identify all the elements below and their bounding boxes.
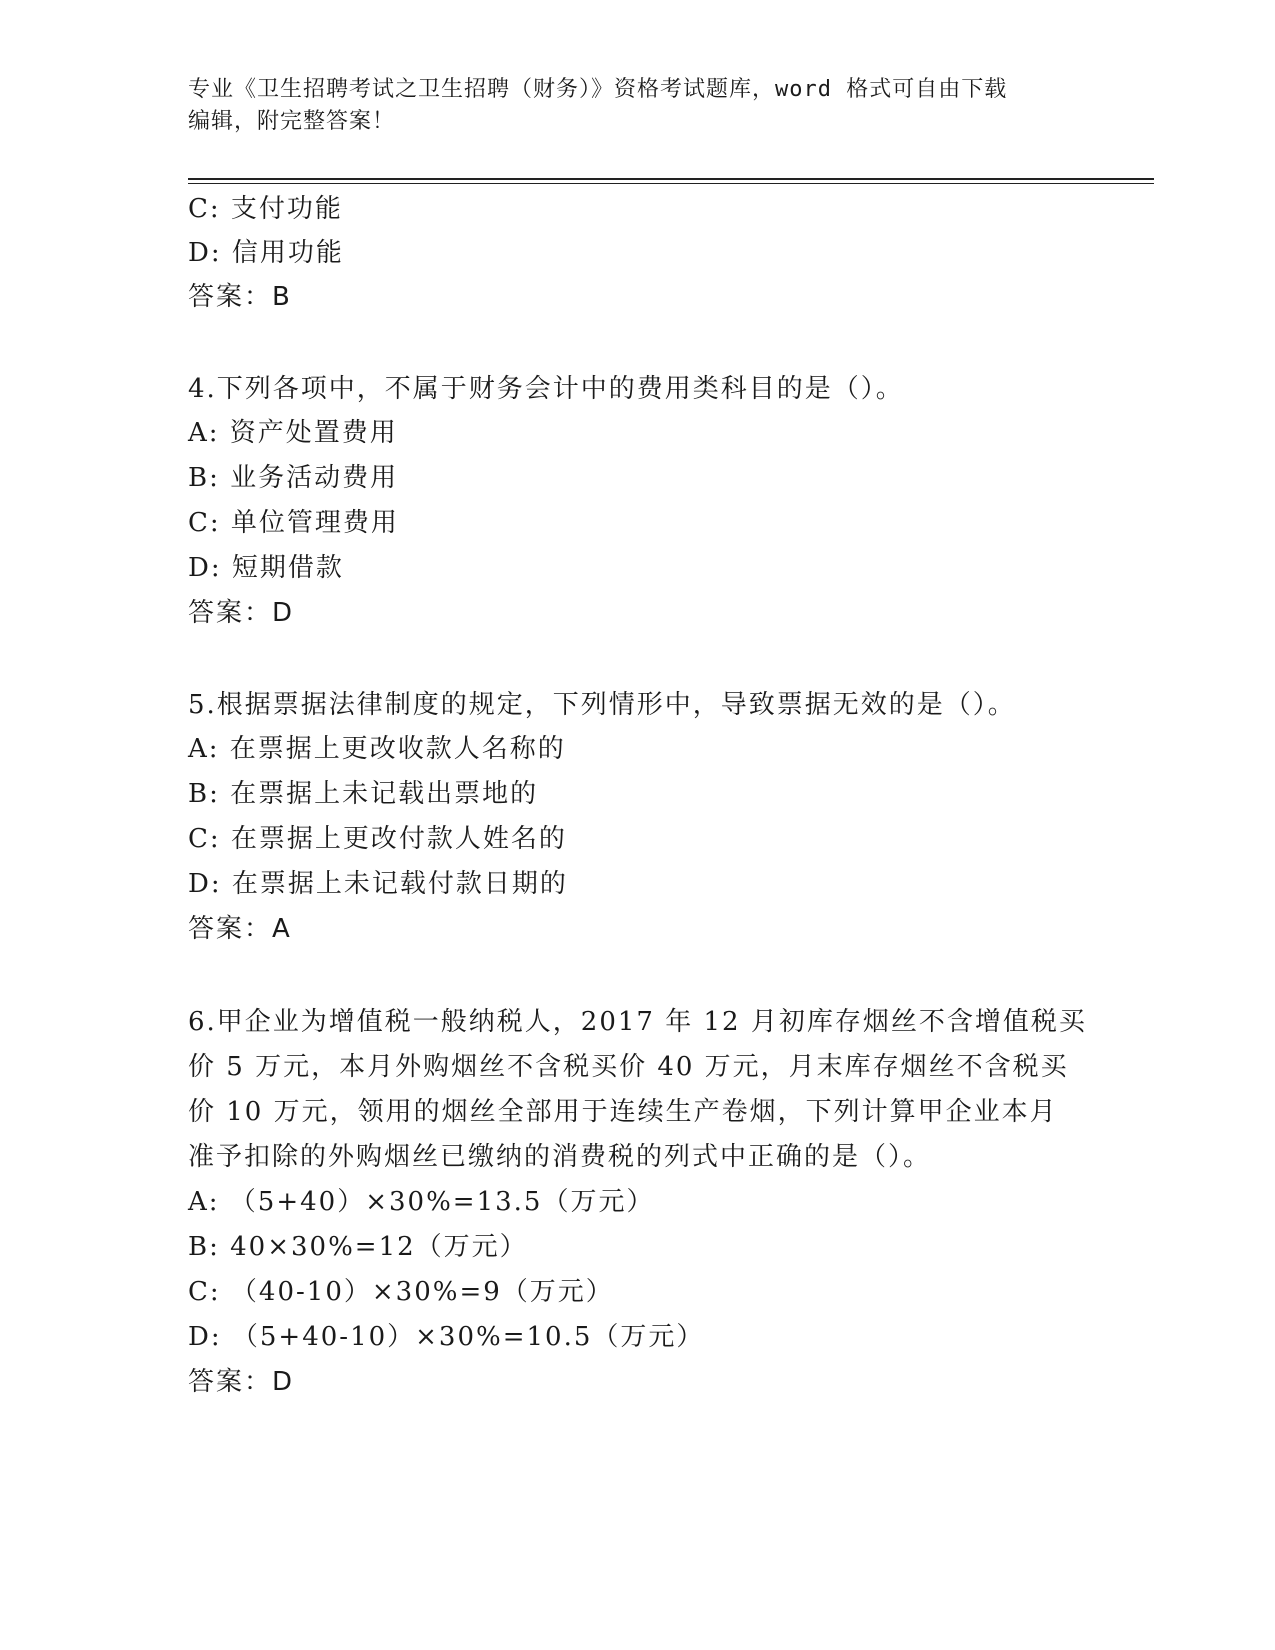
q4-question: 4.下列各项中，不属于财务会计中的费用类科目的是（）。	[188, 374, 904, 404]
q6-question-line-2: 价 5 万元，本月外购烟丝不含税买价 40 万元，月末库存烟丝不含税买	[188, 1052, 1069, 1082]
header-divider-thin	[188, 183, 1154, 184]
header-line-1: 专业《卫生招聘考试之卫生招聘（财务）》资格考试题库，word 格式可自由下载	[188, 77, 1008, 102]
q5-option-b: B: 在票据上未记载出票地的	[188, 779, 539, 809]
q4-option-b: B: 业务活动费用	[188, 463, 399, 493]
q3-option-d: D: 信用功能	[188, 238, 344, 268]
q3-answer: 答案：B	[188, 282, 292, 312]
q6-question-line-4: 准予扣除的外购烟丝已缴纳的消费税的列式中正确的是（）。	[188, 1142, 932, 1172]
q3-option-c: C: 支付功能	[188, 194, 343, 224]
q4-option-d: D: 短期借款	[188, 553, 344, 583]
q6-option-a: A: （5+40）×30%=13.5（万元）	[188, 1187, 655, 1217]
q6-answer: 答案：D	[188, 1367, 295, 1397]
q4-answer: 答案：D	[188, 598, 295, 628]
q6-option-b: B: 40×30%=12（万元）	[188, 1232, 528, 1262]
q5-option-c: C: 在票据上更改付款人姓名的	[188, 824, 567, 854]
header-line-2: 编辑，附完整答案！	[188, 109, 396, 134]
q6-question-line-3: 价 10 万元，领用的烟丝全部用于连续生产卷烟，下列计算甲企业本月	[188, 1097, 1058, 1127]
q5-option-d: D: 在票据上未记载付款日期的	[188, 869, 568, 899]
q6-option-d: D: （5+40-10）×30%=10.5（万元）	[188, 1322, 705, 1352]
q5-option-a: A: 在票据上更改收款人名称的	[188, 734, 566, 764]
q5-question: 5.根据票据法律制度的规定，下列情形中，导致票据无效的是（）。	[188, 690, 1016, 720]
document-header	[188, 74, 1088, 138]
q4-option-a: A: 资产处置费用	[188, 418, 398, 448]
q6-option-c: C: （40-10）×30%=9（万元）	[188, 1277, 614, 1307]
q4-option-c: C: 单位管理费用	[188, 508, 399, 538]
q5-answer: 答案：A	[188, 914, 292, 944]
q6-question-line-1: 6.甲企业为增值税一般纳税人，2017 年 12 月初库存烟丝不含增值税买	[188, 1007, 1087, 1037]
header-divider-thick	[188, 178, 1154, 180]
